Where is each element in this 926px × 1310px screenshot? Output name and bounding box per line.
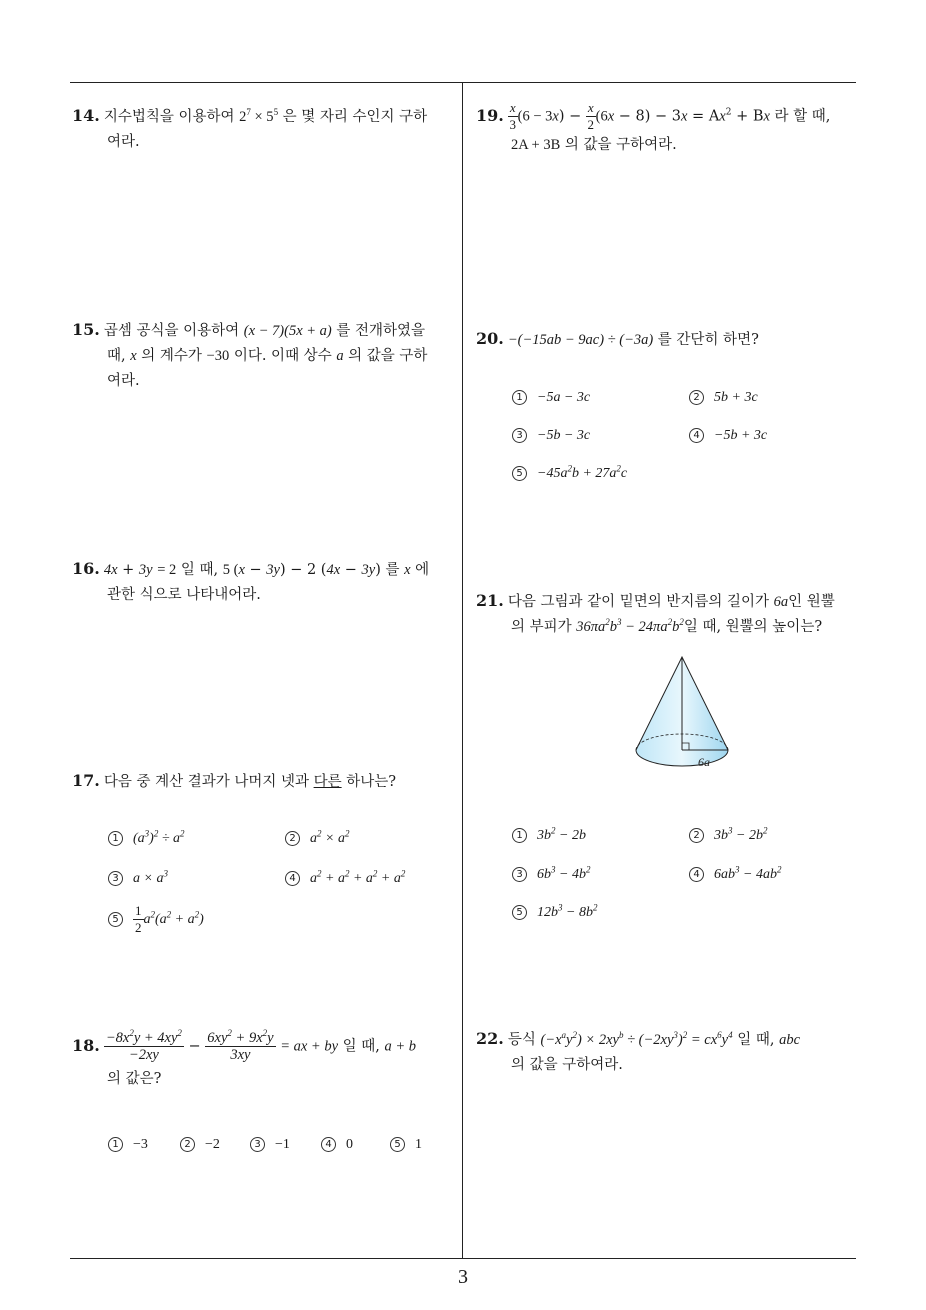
cone-radius-label: 6a bbox=[698, 755, 710, 769]
cone-figure bbox=[630, 650, 738, 775]
question-14: 14. 지수법칙을 이용하여 $2^7 \times 5^5$ 은 몇 자리 수인지 구하 여라. bbox=[72, 106, 428, 150]
q18-option-2[interactable]: 2 −2 bbox=[180, 1137, 220, 1153]
q18-option-1[interactable]: 1 −3 bbox=[108, 1137, 148, 1153]
question-number: 16. bbox=[72, 559, 100, 578]
q17-option-1[interactable]: 1 $(a^3)^2 \div a^2$ bbox=[108, 831, 185, 847]
q17-option-5[interactable]: 5 $\frac{1}{2}$ $a^2(a^2 + a^2)$ bbox=[108, 903, 204, 936]
q20-option-3[interactable]: 3 −5b − 3c bbox=[512, 428, 590, 444]
q20-option-1[interactable]: 1 −5a − 3c bbox=[512, 390, 590, 406]
question-number: 22. bbox=[476, 1029, 504, 1048]
q20-option-5[interactable]: $5 -45a^2b + 27a^2c$ bbox=[512, 466, 627, 482]
q21-option-2[interactable]: 2 $3b^3 - 2b^2$ bbox=[689, 828, 767, 844]
q21-option-1[interactable]: 1 $3b^2 - 2b$ bbox=[512, 828, 586, 844]
question-number: 14. bbox=[72, 106, 100, 125]
q17-option-4[interactable]: 4 $a^2 + a^2 + a^2 + a^2$ bbox=[285, 871, 405, 887]
question-number: 17. bbox=[72, 771, 100, 790]
q20-option-2[interactable]: 2 5b + 3c bbox=[689, 390, 758, 406]
question-number: 21. bbox=[476, 591, 504, 610]
q17-option-3[interactable]: 3 $a \times a^3$ bbox=[108, 871, 168, 887]
question-20: 20. −(−15ab − 9ac) ÷ (−3a) 를 간단히 하면? bbox=[476, 329, 759, 348]
bottom-rule bbox=[70, 1258, 856, 1259]
question-18: 18. $\frac{-8x^2y + 4xy^2}{-2xy}$ − $\frac{6xy^2 + 9x^2y}{3xy}$ = ax + by 일 때, a + b 의 값은? bbox=[72, 1028, 417, 1087]
q20-option-4[interactable]: 4 −5b + 3c bbox=[689, 428, 767, 444]
q18-option-4[interactable]: 4 0 bbox=[321, 1137, 353, 1153]
q17-option-2[interactable]: 2 $a^2 \times a^2$ bbox=[285, 831, 349, 847]
question-16: 16. 4x + 3y = 2 일 때, 5 (x − 3y) − 2 (4x − 3y) 를 x 에 관한 식으로 나타내어라. bbox=[72, 559, 430, 603]
q18-option-5[interactable]: 5 1 bbox=[390, 1137, 422, 1153]
question-number: 18. bbox=[72, 1035, 100, 1055]
column-divider bbox=[462, 83, 463, 1259]
page-number: 3 bbox=[458, 1266, 468, 1288]
question-17: 17. 다음 중 계산 결과가 나머지 넷과 다른 하나는? bbox=[72, 771, 397, 790]
q21-option-3[interactable]: 3 $6b^3 - 4b^2$ bbox=[512, 867, 590, 883]
question-19: 19. $\frac{x}{3}$ (6 − 3x) − $\frac{x}{2}$ $(6x - 8) - 3x = Ax^2 + Bx$ 라 할 때, 2A + 3B 의 값을 구하여라. bbox=[476, 100, 831, 153]
top-rule bbox=[70, 82, 856, 83]
q21-option-5[interactable]: 5 $12b^3 - 8b^2$ bbox=[512, 905, 597, 921]
question-15: 15. 곱셈 공식을 이용하여 (x − 7)(5x + a) 를 전개하였을 때, x 의 계수가 −30 이다. 이때 상수 a 의 값을 구하 여라. bbox=[72, 320, 428, 389]
question-number: 15. bbox=[72, 320, 100, 339]
q21-option-4[interactable]: 4 $6ab^3 - 4ab^2$ bbox=[689, 867, 781, 883]
question-number: 19. bbox=[476, 105, 504, 125]
q18-option-3[interactable]: 3 −1 bbox=[250, 1137, 290, 1153]
question-21: 21. 다음 그림과 같이 밑면의 반지름의 길이가 6a인 원뿔 의 부피가 $36\pi a^2b^3 - 24\pi a^2b^2$일 때, 원뿔의 높이는? bbox=[476, 591, 835, 635]
question-22: 22. 등식 $(-x^ay^2) \times 2xy^b \div (-2xy^3)^2 = cx^6y^4$ 일 때, abc 의 값을 구하여라. bbox=[476, 1029, 800, 1073]
question-number: 20. bbox=[476, 329, 504, 348]
